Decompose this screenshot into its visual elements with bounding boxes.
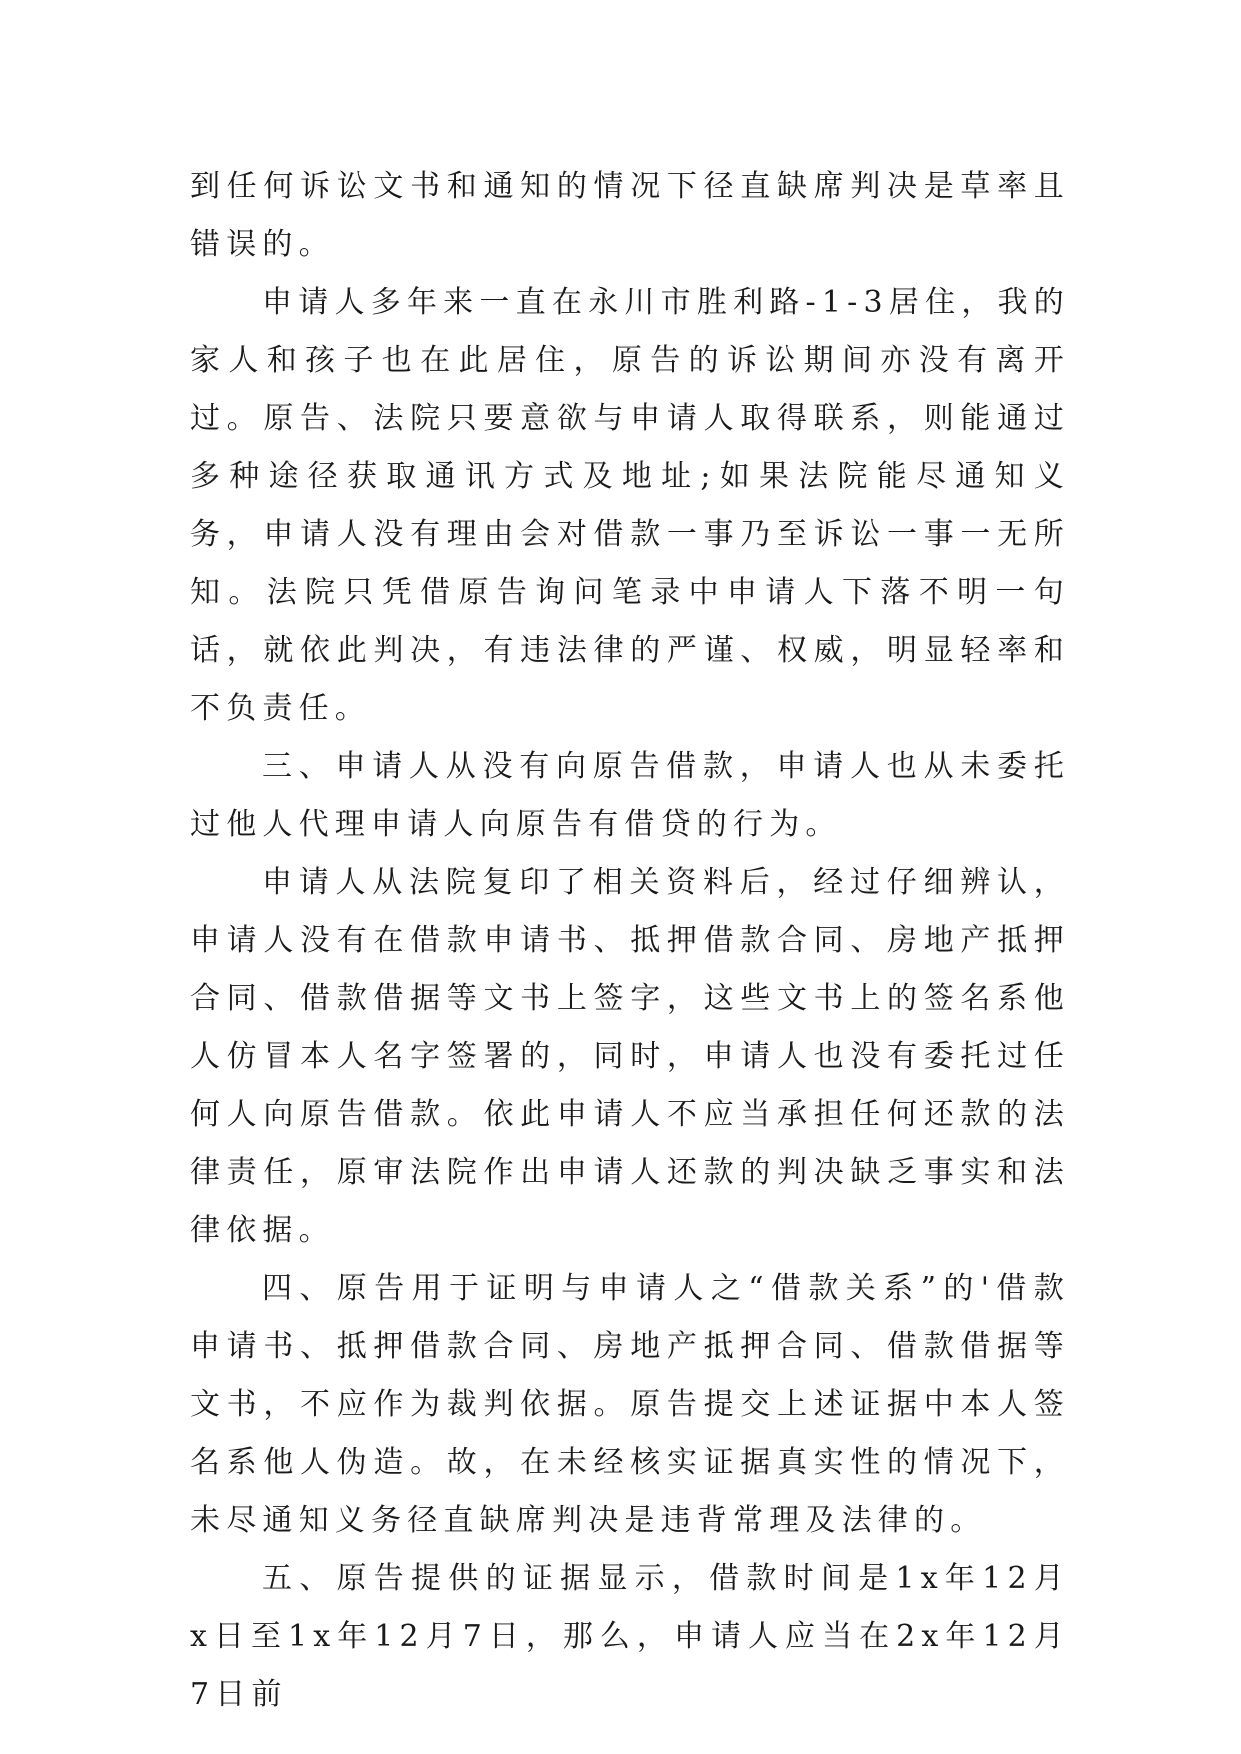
document-body bbox=[190, 158, 1070, 1724]
paragraph-point-four: 四、原告用于证明与申请人之“借款关系”的'借款申请书、抵押借款合同、房地产抵押合同、借款借据等文书，不应作为裁判依据。原告提交上述证据中本人签名系他人伪造。故，在未经核实证据真实性的情况下，未尽通知义务径直缺席判决是违背常理及法律的。 bbox=[190, 1271, 1070, 1538]
paragraph-continuation: 到任何诉讼文书和通知的情况下径直缺席判决是草率且错误的。 bbox=[190, 169, 1070, 262]
paragraph-signature-claim: 申请人从法院复印了相关资料后，经过仔细辨认，申请人没有在借款申请书、抵押借款合同、房地产抵押合同、借款借据等文书上签字，这些文书上的签名系他人仿冒本人名字签署的，同时，申请人也没有委托过任何人向原告借款。依此申请人不应当承担任何还款的法律责任，原审法院作出申请人还款的判决缺乏事实和法律依据。 bbox=[190, 865, 1070, 1248]
paragraph-point-five: 五、原告提供的证据显示，借款时间是1x年12月x日至1x年12月7日，那么，申请人应当在2x年12月7日前 bbox=[190, 1561, 1070, 1712]
paragraph-residence: 申请人多年来一直在永川市胜利路-1-3居住，我的家人和孩子也在此居住，原告的诉讼期间亦没有离开过。原告、法院只要意欲与申请人取得联系，则能通过多种途径获取通讯方式及地址;如果法院能尽通知义务，申请人没有理由会对借款一事乃至诉讼一事一无所知。法院只凭借原告询问笔录中申请人下落不明一句话，就依此判决，有违法律的严谨、权威，明显轻率和不负责任。 bbox=[190, 285, 1070, 726]
paragraph-point-three: 三、申请人从没有向原告借款，申请人也从未委托过他人代理申请人向原告有借贷的行为。 bbox=[190, 749, 1070, 842]
